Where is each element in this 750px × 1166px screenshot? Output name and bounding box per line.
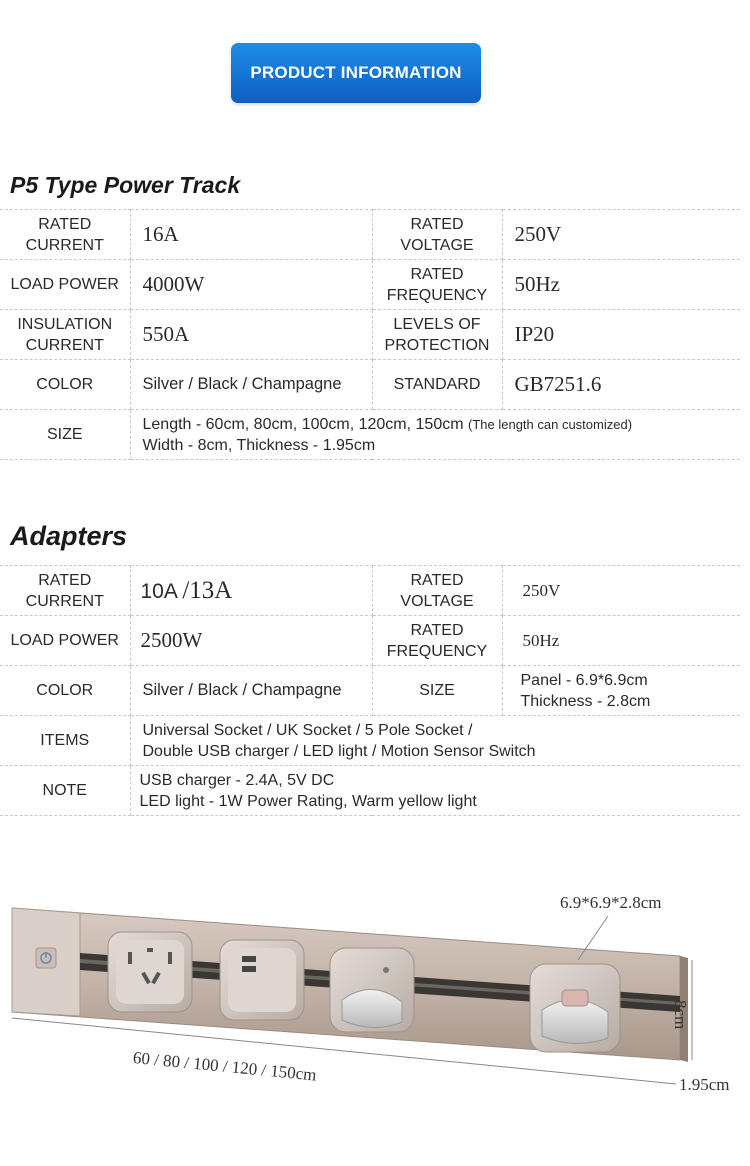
track-color-value: Silver / Black / Champagne: [130, 360, 372, 410]
universal-socket-icon: [108, 932, 192, 1012]
track-standard-value: GB7251.6: [502, 360, 740, 410]
adapter-color-value: Silver / Black / Champagne: [130, 666, 372, 716]
adapter-load-power-value: 2500W: [130, 616, 372, 666]
track-section-title: P5 Type Power Track: [10, 172, 241, 198]
banner-label: PRODUCT INFORMATION: [250, 63, 462, 82]
adapter-note-label: NOTE: [0, 766, 130, 816]
adapter-note-value: USB charger - 2.4A, 5V DC LED light - 1W Power Rating, Warm yellow light: [130, 766, 740, 816]
track-rated-current-label: RATED CURRENT: [0, 210, 130, 260]
motion-sensor-icon: [530, 964, 620, 1052]
track-row-insulation: [0, 310, 740, 360]
track-insulation-current-value: 550A: [130, 310, 372, 360]
track-color-label: COLOR: [0, 360, 130, 410]
product-image: [0, 860, 750, 1160]
adapters-spec-table: [0, 565, 740, 816]
adapter-rated-voltage-value: 250V: [502, 566, 740, 616]
height-dimension-label: 8cm: [671, 1000, 690, 1030]
adapter-items-label: ITEMS: [0, 716, 130, 766]
track-standard-label: STANDARD: [372, 360, 502, 410]
adapters-section-title: Adapters: [10, 521, 128, 551]
track-size-note: (The length can customized): [468, 416, 633, 432]
adapter-color-label: COLOR: [0, 666, 130, 716]
track-size-length: Length - 60cm, 80cm, 100cm, 120cm, 150cm: [142, 415, 464, 433]
adapter-size-label: SIZE: [372, 666, 502, 716]
track-insulation-current-label: INSULATION CURRENT: [0, 310, 130, 360]
adapter-row-current: [0, 566, 740, 616]
track-protection-value: IP20: [502, 310, 740, 360]
adapter-rated-current-label: RATED CURRENT: [0, 566, 130, 616]
track-rated-voltage-label: RATED VOLTAGE: [372, 210, 502, 260]
adapter-row-power: [0, 616, 740, 666]
track-load-power-label: LOAD POWER: [0, 260, 130, 310]
adapter-rated-current-value: 10A /13A: [130, 566, 372, 616]
track-rated-frequency-label: RATED FREQUENCY: [372, 260, 502, 310]
adapter-rated-frequency-label: RATED FREQUENCY: [372, 616, 502, 666]
track-row-size: [0, 410, 740, 460]
track-spec-table: [0, 209, 740, 460]
led-light-icon: [330, 948, 414, 1032]
length-dimension-label: 60 / 80 / 100 / 120 / 150cm: [132, 1048, 318, 1085]
product-information-banner: [231, 43, 481, 103]
adapter-row-note: [0, 766, 740, 816]
adapter-items-value: Universal Socket / UK Socket / 5 Pole Socket / Double USB charger / LED light / Motion Sensor Switch: [130, 716, 740, 766]
adapter-rated-voltage-label: RATED VOLTAGE: [372, 566, 502, 616]
adapter-row-items: [0, 716, 740, 766]
track-rated-voltage-value: 250V: [502, 210, 740, 260]
track-row-power: [0, 260, 740, 310]
track-rated-current-value: 16A: [130, 210, 372, 260]
thickness-dimension-label: 1.95cm: [679, 1075, 730, 1094]
power-button-icon: [36, 948, 56, 968]
adapter-rated-frequency-value: 50Hz: [502, 616, 740, 666]
adapter-size-value: Panel - 6.9*6.9cm Thickness - 2.8cm: [502, 666, 740, 716]
track-load-power-value: 4000W: [130, 260, 372, 310]
adapter-load-power-label: LOAD POWER: [0, 616, 130, 666]
track-row-color: [0, 360, 740, 410]
track-rated-frequency-value: 50Hz: [502, 260, 740, 310]
track-size-width: Width - 8cm, Thickness - 1.95cm: [142, 436, 376, 454]
track-size-label: SIZE: [0, 410, 130, 460]
track-protection-label: LEVELS OF PROTECTION: [372, 310, 502, 360]
track-row-current: [0, 210, 740, 260]
track-size-value: [130, 410, 740, 460]
adapter-row-color: [0, 666, 740, 716]
usb-socket-icon: [220, 940, 304, 1020]
module-dimension-label: 6.9*6.9*2.8cm: [560, 893, 662, 912]
